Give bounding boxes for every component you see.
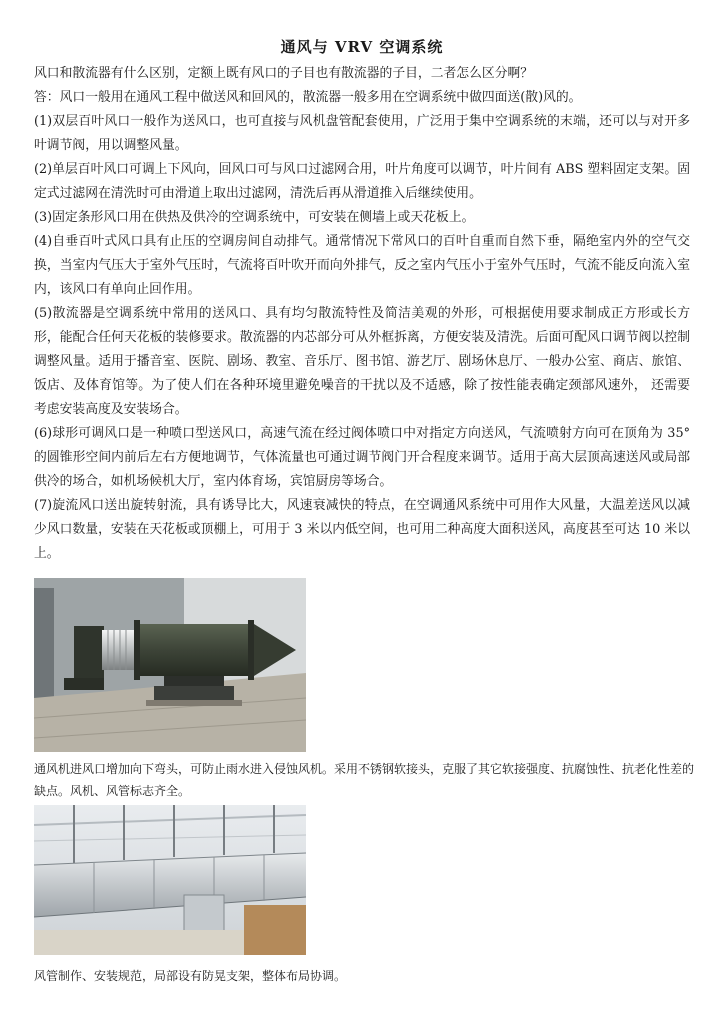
item-7-paragraph: (7)旋流风口送出旋转射流，具有诱导比大，风速衰减快的特点，在空调通风系统中可用作大风量，大温差送风以减少风口数量，安装在天花板或顶棚上，可用于 3 米以内低空间，也可用二种高度大面积送风，高度甚至可达 10 米以上。 [34,498,690,561]
fan-photo [34,578,306,752]
item-5-paragraph: (5)散流器是空调系统中常用的送风口、具有均匀散流特性及简洁美观的外形，可根据使用要求制成正方形或长方形，能配合任何天花板的装修要求。散流器的内芯部分可从外框拆离，方便安装及清洗。后面可配风口调节阀以控制调整风量。适用于播音室、医院、剧场、教室、音乐厅、图书馆、游艺厅、剧场休息厅、一般办公室、商店、旅馆、饭店、及体育馆等。为了使人们在各种环境里避免噪音的干扰以及不适感，除了按性能表确定颈部风速外， 还需要考虑安装高度及安装场合。 [34,306,690,417]
fan-photo-caption: 通风机进风口增加向下弯头，可防止雨水进入侵蚀风机。采用不锈钢软接头，克服了其它软接强度、抗腐蚀性、抗老化性差的缺点。风机、风管标志齐全。 [34,762,695,798]
question-paragraph: 风口和散流器有什么区别，定额上既有风口的子目也有散流器的子目，二者怎么区分啊？ [34,66,534,81]
item-3-paragraph: (3)固定条形风口用在供热及供冷的空调系统中，可安装在侧墙上或天花板上。 [34,210,475,225]
duct-photo [34,805,306,955]
duct-photo-caption: 风管制作、安装规范，局部设有防晃支架，整体布局协调。 [34,969,347,983]
item-2-paragraph: (2)单层百叶风口可调上下风向，回风口可与风口过滤网合用，叶片角度可以调节，叶片间有 ABS 塑料固定支架。固定式过滤网在清洗时可由滑道上取出过滤网，清洗后再从滑道推入后继续使用。 [34,162,690,201]
page-title: 通风与 VRV 空调系统 [280,38,444,56]
item-4-paragraph: (4)自垂百叶式风口具有止压的空调房间自动排气。通常情况下常风口的百叶自重而自然下垂，隔绝室内外的空气交换，当室内气压大于室外气压时，气流将百叶吹开而向外排气，反之室内气压小于室外气压时，气流不能反向流入室内，该风口有单向止回作用。 [34,234,690,297]
answer-paragraph: 答：风口一般用在通风工程中做送风和回风的，散流器一般多用在空调系统中做四面送(散)风的。 [34,90,582,105]
item-1-paragraph: (1)双层百叶风口一般作为送风口，也可直接与风机盘管配套使用，广泛用于集中空调系统的末端，还可以与对开多叶调节阀，用以调整风量。 [34,114,690,153]
body-text [34,62,690,566]
item-6-paragraph: (6)球形可调风口是一种喷口型送风口，高速气流在经过阀体喷口中对指定方向送风，气流喷射方向可在顶角为 35° 的圆锥形空间内前后左右方便地调节，气体流量也可通过调节阀门开合程度来调节。适用于高大层顶高速送风或局部供冷的场合，如机场候机大厅，室内体育场，宾馆厨房等场合。 [34,426,690,489]
